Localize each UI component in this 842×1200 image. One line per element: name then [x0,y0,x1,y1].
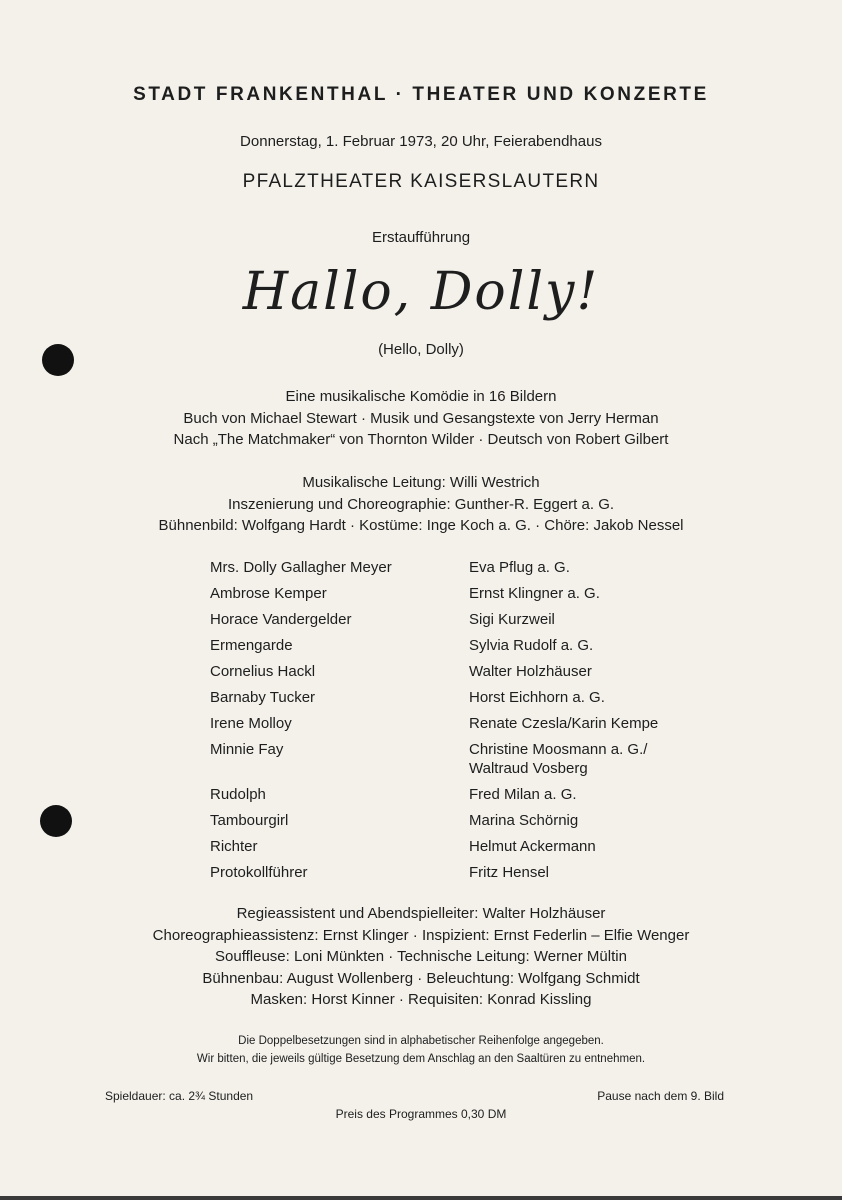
cast-role: Minnie Fay [210,741,284,758]
note-line: Wir bitten, die jeweils gültige Besetzung dem Anschlag an den Saaltüren zu entnehmen. [196,1053,646,1065]
direction-line: Bühnenbild: Wolfgang Hardt · Kostüme: Inge Koch a. G. · Chöre: Jakob Nessel [158,517,684,534]
cast-role: Ermengarde [210,637,293,654]
cast-actor: Renate Czesla/Karin Kempe [469,715,659,732]
cast-row [210,662,690,681]
cast-role: Rudolph [210,786,266,803]
cast-row [210,584,690,603]
crew-line: Bühnenbau: August Wollenberg · Beleuchtung: Wolfgang Schmidt [202,969,640,987]
cast-row [210,785,690,804]
cast-row [210,688,690,707]
crew-line: Choreographieassistenz: Ernst Klinger · Inspizient: Ernst Federlin – Elfie Wenger [152,926,690,944]
cast-role: Cornelius Hackl [210,663,316,680]
cast-row [210,558,690,577]
cast-role: Barnaby Tucker [210,689,316,706]
cast-actor: Marina Schörnig [469,812,579,829]
punch-hole [40,805,72,837]
cast-role: Tambourgirl [210,812,289,829]
crew-line: Souffleuse: Loni Münkten · Technische Leitung: Werner Mültin [215,948,627,965]
cast-role: Mrs. Dolly Gallagher Meyer [210,559,392,576]
credits-block [0,386,842,451]
pause-info: Pause nach dem 9. Bild [597,1089,724,1103]
note-line: Die Doppelbesetzungen sind in alphabetischer Reihenfolge angegeben. [238,1035,604,1047]
cast-actor: Walter Holzhäuser [469,663,592,680]
cast-row [210,636,690,655]
direction-line: Musikalische Leitung: Willi Westrich [302,474,540,491]
cast-actor: Ernst Klingner a. G. [469,585,600,602]
credit-line: Nach „The Matchmaker“ von Thornton Wilder · Deutsch von Robert Gilbert [173,431,669,448]
cast-role: Richter [210,838,258,855]
dateline: Donnerstag, 1. Februar 1973, 20 Uhr, Feierabendhaus [240,133,602,150]
cast-role: Horace Vandergelder [210,611,352,628]
header: STADT FRANKENTHAL · THEATER UND KONZERTE [133,84,709,105]
page-edge [0,1196,842,1200]
cast-row [210,863,690,882]
company-name: PFALZTHEATER KAISERSLAUTERN [242,171,600,192]
duration: Spieldauer: ca. 2¾ Stunden [105,1089,254,1103]
cast-actor: Fritz Hensel [469,864,550,881]
cast-row [210,811,690,830]
cast-actor: Christine Moosmann a. G./ Waltraud Vosberg [469,741,648,777]
cast-row [210,740,690,778]
cast-actor: Sigi Kurzweil [469,611,555,628]
direction-block [0,472,842,537]
cast-role: Irene Molloy [210,715,292,732]
premiere-label: Erstaufführung [371,229,471,246]
crew-line: Regieassistent und Abendspielleiter: Walter Holzhäuser [236,905,606,922]
credit-line: Eine musikalische Komödie in 16 Bildern [285,388,557,405]
crew-block [0,903,842,1011]
cast-list [210,558,690,889]
cast-role: Protokollführer [210,864,308,881]
cast-actor: Fred Milan a. G. [469,786,577,803]
price: Preis des Programmes 0,30 DM [335,1107,507,1121]
credit-line: Buch von Michael Stewart · Musik und Gesangstexte von Jerry Herman [183,409,659,427]
direction-line: Inszenierung und Choreographie: Gunther-R. Eggert a. G. [227,495,615,513]
notes-block [0,1032,842,1068]
cast-actor: Eva Pflug a. G. [469,559,570,576]
cast-row [210,610,690,629]
cast-actor: Helmut Ackermann [469,838,596,855]
cast-row [210,837,690,856]
cast-role: Ambrose Kemper [210,585,327,602]
show-title: Hallo, Dolly! [242,262,600,322]
cast-row [210,714,690,733]
cast-actor: Sylvia Rudolf a. G. [469,637,594,654]
crew-line: Masken: Horst Kinner · Requisiten: Konrad Kissling [250,991,592,1008]
show-subtitle: (Hello, Dolly) [378,341,464,358]
cast-actor: Horst Eichhorn a. G. [469,689,605,706]
